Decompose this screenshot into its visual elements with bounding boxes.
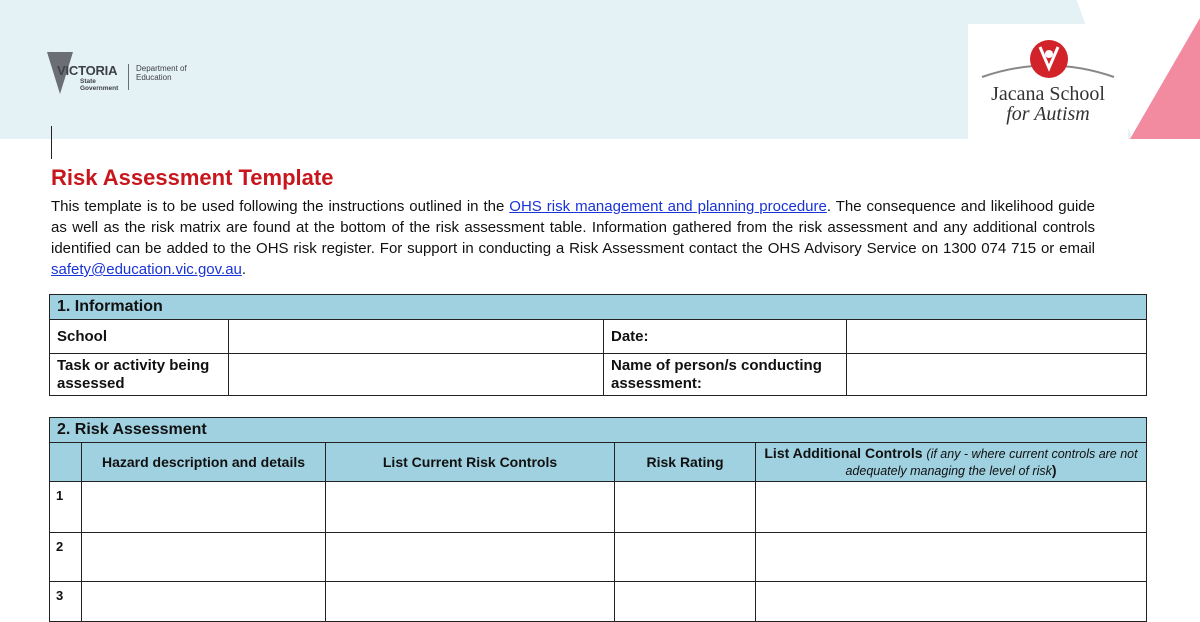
information-table: [49, 294, 1147, 396]
section-information-heading: 1. Information: [50, 295, 1147, 320]
intro-paragraph: [51, 196, 1095, 280]
department-text: Department of Education: [136, 64, 187, 82]
intro-text-2: . The consequence and likelihood guide as well as the risk matrix are found at the bottom of the risk assessment table. Information gathered from the risk assessment and any additional controls identified can be added to the OHS risk register. For support in conducting a Risk Assessment contact the OHS Advisory Service on 1300 074 715 or email: [51, 198, 1095, 257]
rating-cell[interactable]: [615, 482, 756, 533]
logo-divider: [128, 64, 129, 90]
col-controls-header: List Current Risk Controls: [326, 443, 615, 482]
school-field[interactable]: [229, 320, 604, 354]
person-label: Name of person/s conducting assessment:: [604, 354, 847, 396]
school-name-line2: for Autism: [1006, 103, 1090, 125]
school-label: School: [50, 320, 229, 354]
controls-cell[interactable]: [326, 582, 615, 622]
row-number: 1: [50, 482, 82, 533]
additional-cell[interactable]: [756, 482, 1147, 533]
document-title: Risk Assessment Template: [51, 165, 334, 190]
victoria-wordmark: VICTORIA: [57, 63, 118, 78]
risk-assessment-table: [49, 417, 1147, 622]
hazard-cell[interactable]: [82, 533, 326, 582]
safety-email-link[interactable]: safety@education.vic.gov.au: [51, 261, 242, 278]
table-row: [50, 582, 1147, 622]
date-label: Date:: [604, 320, 847, 354]
additional-cell[interactable]: [756, 533, 1147, 582]
date-field[interactable]: [847, 320, 1147, 354]
additional-controls-note: (if any - where current controls are not adequately managing the level of risk: [845, 447, 1138, 478]
state-government-text: State Government: [80, 78, 119, 92]
col-number-header: [50, 443, 82, 482]
additional-controls-close: ): [1051, 462, 1057, 478]
margin-bar: [51, 126, 52, 159]
school-name: [968, 84, 1128, 124]
additional-cell[interactable]: [756, 582, 1147, 622]
school-logo: [968, 24, 1128, 139]
controls-cell[interactable]: [326, 533, 615, 582]
table-row: [50, 482, 1147, 533]
controls-cell[interactable]: [326, 482, 615, 533]
col-additional-header: [756, 443, 1147, 482]
task-field[interactable]: [229, 354, 604, 396]
rating-cell[interactable]: [615, 533, 756, 582]
additional-controls-label: List Additional Controls: [764, 445, 923, 461]
row-number: 3: [50, 582, 82, 622]
rating-cell[interactable]: [615, 582, 756, 622]
school-emblem-icon: [968, 24, 1128, 84]
intro-text-1: This template is to be used following the instructions outlined in the: [51, 198, 510, 215]
hazard-cell[interactable]: [82, 582, 326, 622]
victoria-government-logo: [47, 52, 197, 96]
task-label: Task or activity being assessed: [50, 354, 229, 396]
table-row: [50, 533, 1147, 582]
row-number: 2: [50, 533, 82, 582]
ohs-procedure-link[interactable]: OHS risk management and planning procedure: [509, 198, 827, 215]
col-rating-header: Risk Rating: [615, 443, 756, 482]
col-hazard-header: Hazard description and details: [82, 443, 326, 482]
school-name-line1: Jacana School: [991, 83, 1105, 105]
section-risk-heading: 2. Risk Assessment: [50, 418, 1147, 443]
intro-text-3: .: [241, 261, 247, 278]
hazard-cell[interactable]: [82, 482, 326, 533]
person-field[interactable]: [847, 354, 1147, 396]
